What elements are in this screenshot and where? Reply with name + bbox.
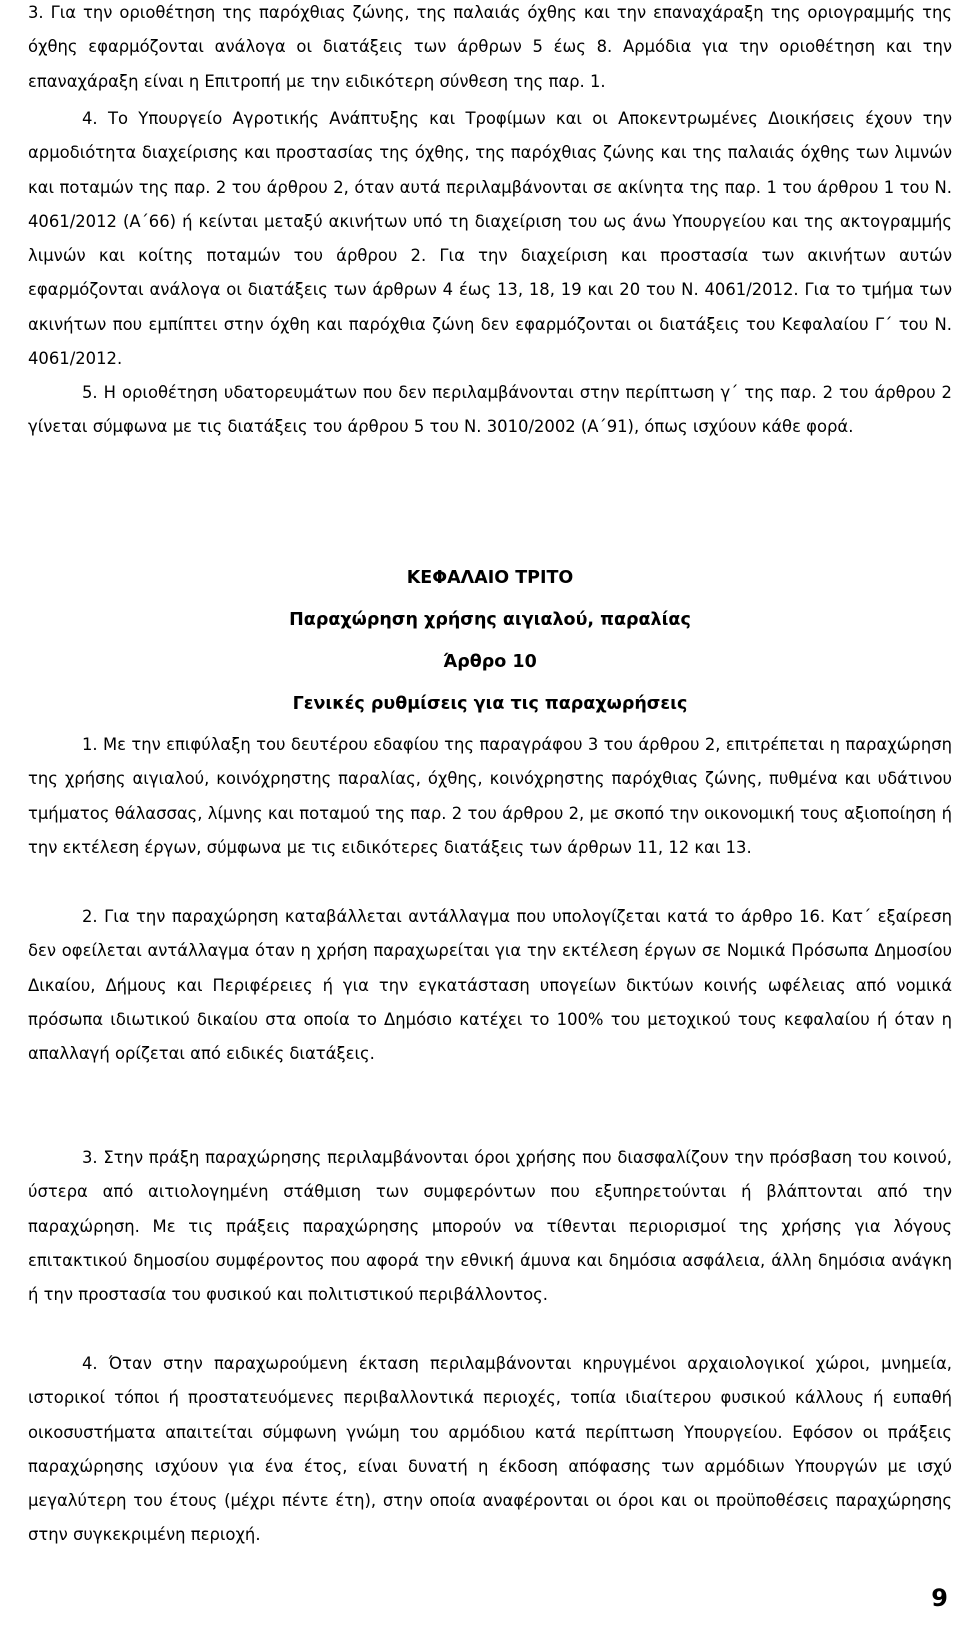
paragraph-4-ministry-competence: 4. Το Υπουργείο Αγροτικής Ανάπτυξης και Τροφίμων και οι Αποκεντρωμένες Διοικήσεις έχουν την αρμοδιότητα διαχείρισης και προστασίας της όχθης, της παρόχθιας ζώνης και της παλαιάς όχθης των λιμνών και ποταμών της παρ. 2 του άρθρου 2, όταν αυτά περιλαμβάνονται σε ακίνητα της παρ. 1 του άρθρου 1 του Ν. 4061/2012 (Α΄66) ή κείνται μεταξύ ακινήτων υπό τη διαχείριση του ως άνω Υπουργείου και της ακτογραμμής λιμνών και κοίτης ποταμών του άρθρου 2. Για την διαχείριση και προστασία των ακινήτων αυτών εφαρμόζονται ανάλογα οι διατάξεις των άρθρων 4 έως 13, 18, 19 και 20 του Ν. 4061/2012. Για το τμήμα των ακινήτων που εμπίπτει στην όχθη και παρόχθια ζώνη δεν εφαρμόζονται οι διατάξεις του Κεφαλαίου Γ΄ του Ν. 4061/2012.	[28, 109, 952, 369]
article-title: Γενικές ρυθμίσεις για τις παραχωρήσεις	[292, 694, 688, 714]
paragraph-5-watercourses: 5. Η οριοθέτηση υδατορευμάτων που δεν περιλαμβάνονται στην περίπτωση γ΄ της παρ. 2 του άρθρου 2 γίνεται σύμφωνα με τις διατάξεις του άρθρου 5 του Ν. 3010/2002 (Α΄91), όπως ισχύουν κάθε φορά.	[28, 383, 952, 437]
paragraph-3-riparian-zone: 3. Για την οριοθέτηση της παρόχθιας ζώνης, της παλαιάς όχθης και την επαναχάραξη της οριογραμμής της όχθης εφαρμόζονται ανάλογα οι διατάξεις των άρθρων 5 έως 8. Αρμόδια για την οριοθέτηση και την επαναχάραξη είναι η Επιτροπή με την ειδικότερη σύνθεση της παρ. 1.	[28, 3, 952, 91]
article-paragraph-1: 1. Με την επιφύλαξη του δευτέρου εδαφίου της παραγράφου 3 του άρθρου 2, επιτρέπεται η παραχώρηση της χρήσης αιγιαλού, κοινόχρηστης παραλίας, όχθης, κοινόχρηστης παρόχθιας ζώνης, πυθμένα και υδάτινου τμήματος θάλασσας, λίμνης και ποταμού της παρ. 2 του άρθρου 2, με σκοπό την οικονομική τους αξιοποίηση ή την εκτέλεση έργων, σύμφωνα με τις ειδικότερες διατάξεις των άρθρων 11, 12 και 13.	[28, 735, 952, 857]
article-heading: Άρθρο 10	[443, 652, 537, 672]
article-paragraph-3: 3. Στην πράξη παραχώρησης περιλαμβάνονται όροι χρήσης που διασφαλίζουν την πρόσβαση του κοινού, ύστερα από αιτιολογημένη στάθμιση των συμφερόντων που εξυπηρετούνται ή βλάπτονται από την παραχώρηση. Με τις πράξεις παραχώρησης μπορούν να τίθενται περιορισμοί της χρήσης για λόγους επιτακτικού δημοσίου συμφέροντος που αφορά την εθνική άμυνα και δημόσια ασφάλεια, άλλη δημόσια ανάγκη ή την προστασία του φυσικού και πολιτιστικού περιβάλλοντος.	[28, 1148, 952, 1305]
chapter-heading: ΚΕΦΑΛΑΙΟ ΤΡΙΤΟ	[406, 568, 574, 588]
chapter-title: Παραχώρηση χρήσης αιγιαλού, παραλίας	[289, 610, 691, 630]
article-paragraph-4: 4. Όταν στην παραχωρούμενη έκταση περιλαμβάνονται κηρυγμένοι αρχαιολογικοί χώροι, μνημεία, ιστορικοί τόποι ή προστατευόμενες περιβαλλοντικά περιοχές, τοπία ιδιαίτερου φυσικού κάλλους ή ευπαθή οικοσυστήματα απαιτείται σύμφωνη γνώμη του αρμόδιου κατά περίπτωση Υπουργείου. Εφόσον οι πράξεις παραχώρησης ισχύουν για ένα έτος, είναι δυνατή η έκδοση απόφασης των αρμόδιων Υπουργών με ισχύ μεγαλύτερη του έτους (μέχρι πέντε έτη), στην οποία αναφέρονται οι όροι και οι προϋποθέσεις παραχώρησης στην συγκεκριμένη περιοχή.	[28, 1354, 952, 1545]
page-number: 9	[931, 1584, 948, 1612]
article-paragraph-2: 2. Για την παραχώρηση καταβάλλεται αντάλλαγμα που υπολογίζεται κατά το άρθρο 16. Κατ΄ εξαίρεση δεν οφείλεται αντάλλαγμα όταν η χρήση παραχωρείται για την εκτέλεση έργων σε Νομικά Πρόσωπα Δημοσίου Δικαίου, Δήμους και Περιφέρειες ή για την εγκατάσταση υπογείων δικτύων κοινής ωφέλειας από νομικά πρόσωπα ιδιωτικού δικαίου στα οποία το Δημόσιο κατέχει το 100% του μετοχικού τους κεφαλαίου ή όταν η απαλλαγή ορίζεται από ειδικές διατάξεις.	[28, 907, 952, 1064]
